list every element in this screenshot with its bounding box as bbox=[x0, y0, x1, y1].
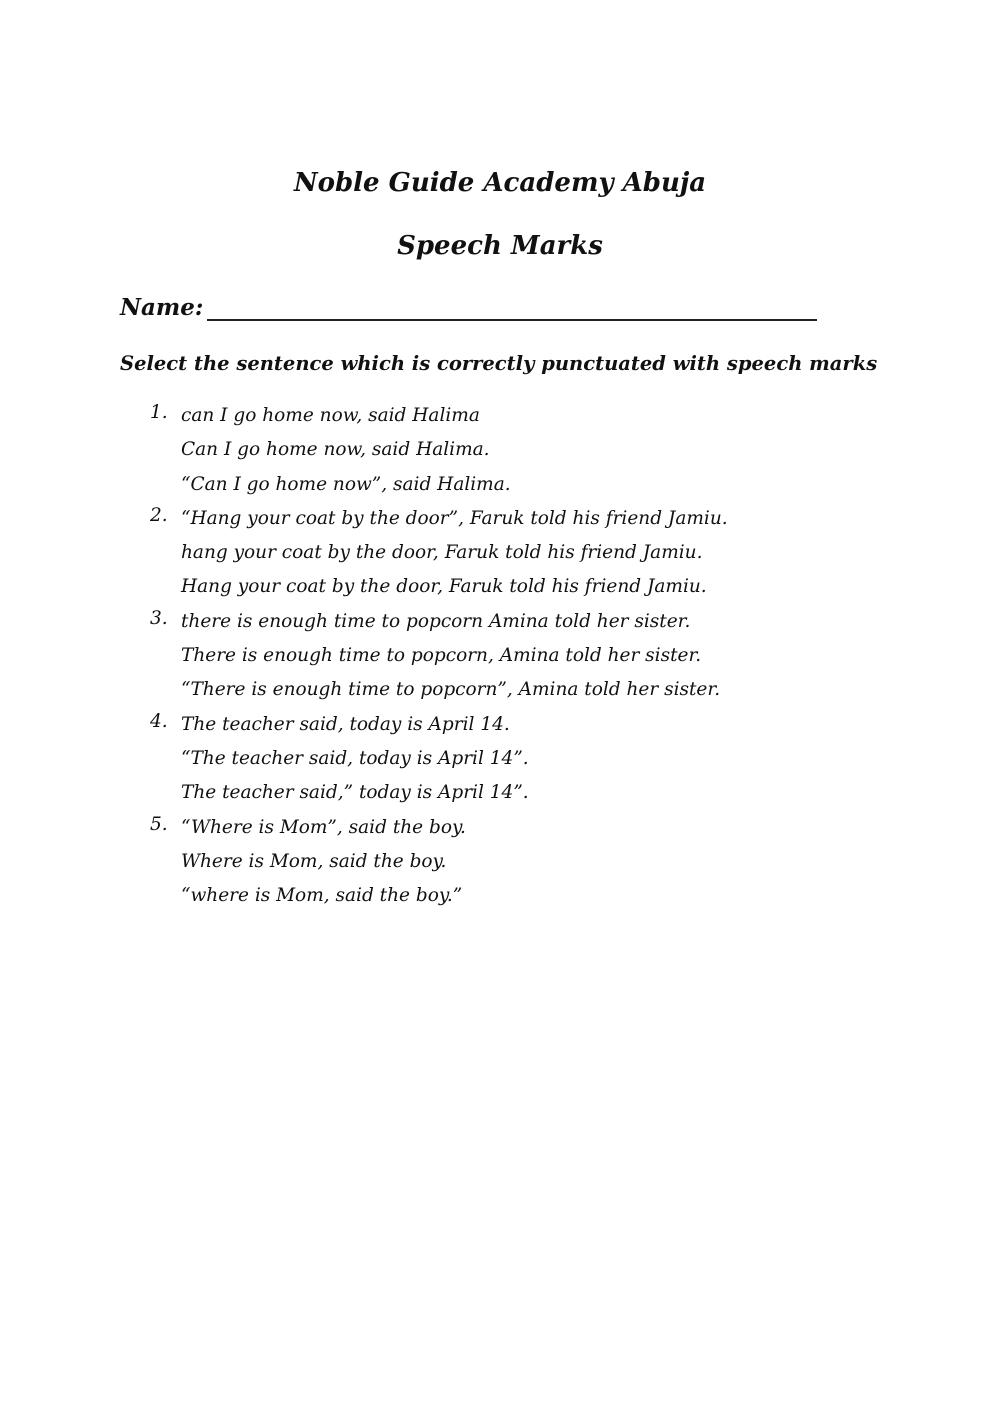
answer-option[interactable]: there is enough time to popcorn Amina told her sister. bbox=[181, 610, 691, 632]
school-title: Noble Guide Academy Abuja bbox=[293, 168, 707, 198]
answer-option[interactable]: Can I go home now, said Halima. bbox=[181, 439, 490, 461]
question-4 bbox=[147, 711, 728, 814]
worksheet-title: Speech Marks bbox=[397, 231, 603, 261]
answer-option[interactable]: “Hang your coat by the door”, Faruk told his friend Jamiu. bbox=[181, 507, 728, 529]
name-label: Name: bbox=[120, 294, 204, 321]
answer-option[interactable]: can I go home now, said Halima bbox=[181, 405, 480, 426]
question-5 bbox=[147, 814, 728, 917]
answer-option[interactable]: “Can I go home now”, said Halima. bbox=[181, 473, 511, 495]
answer-option[interactable]: “The teacher said, today is April 14”. bbox=[181, 747, 529, 769]
question-number: 3. bbox=[150, 607, 168, 629]
answer-option[interactable]: hang your coat by the door, Faruk told his friend Jamiu. bbox=[181, 542, 703, 564]
answer-option[interactable]: Hang your coat by the door, Faruk told his friend Jamiu. bbox=[181, 576, 707, 598]
answer-option[interactable]: “There is enough time to popcorn”, Amina told her sister. bbox=[181, 679, 721, 701]
question-number: 2. bbox=[150, 504, 168, 526]
question-number: 4. bbox=[150, 710, 168, 732]
question-number: 5. bbox=[150, 813, 168, 835]
question-3 bbox=[147, 608, 728, 711]
question-number: 1. bbox=[150, 402, 168, 423]
instruction-text: Select the sentence which is correctly punctuated with speech marks bbox=[120, 352, 878, 375]
answer-option[interactable]: “Where is Mom”, said the boy. bbox=[181, 816, 466, 838]
answer-option[interactable]: Where is Mom, said the boy. bbox=[181, 850, 447, 872]
question-list bbox=[147, 402, 728, 916]
answer-option[interactable]: “where is Mom, said the boy.” bbox=[181, 885, 463, 907]
answer-option[interactable]: The teacher said, today is April 14. bbox=[181, 713, 510, 735]
answer-option[interactable]: There is enough time to popcorn, Amina told her sister. bbox=[181, 645, 702, 667]
name-row bbox=[120, 294, 817, 321]
question-1 bbox=[147, 402, 728, 505]
question-2 bbox=[147, 505, 728, 608]
name-input-line[interactable] bbox=[207, 297, 817, 321]
answer-option[interactable]: The teacher said,” today is April 14”. bbox=[181, 782, 529, 804]
